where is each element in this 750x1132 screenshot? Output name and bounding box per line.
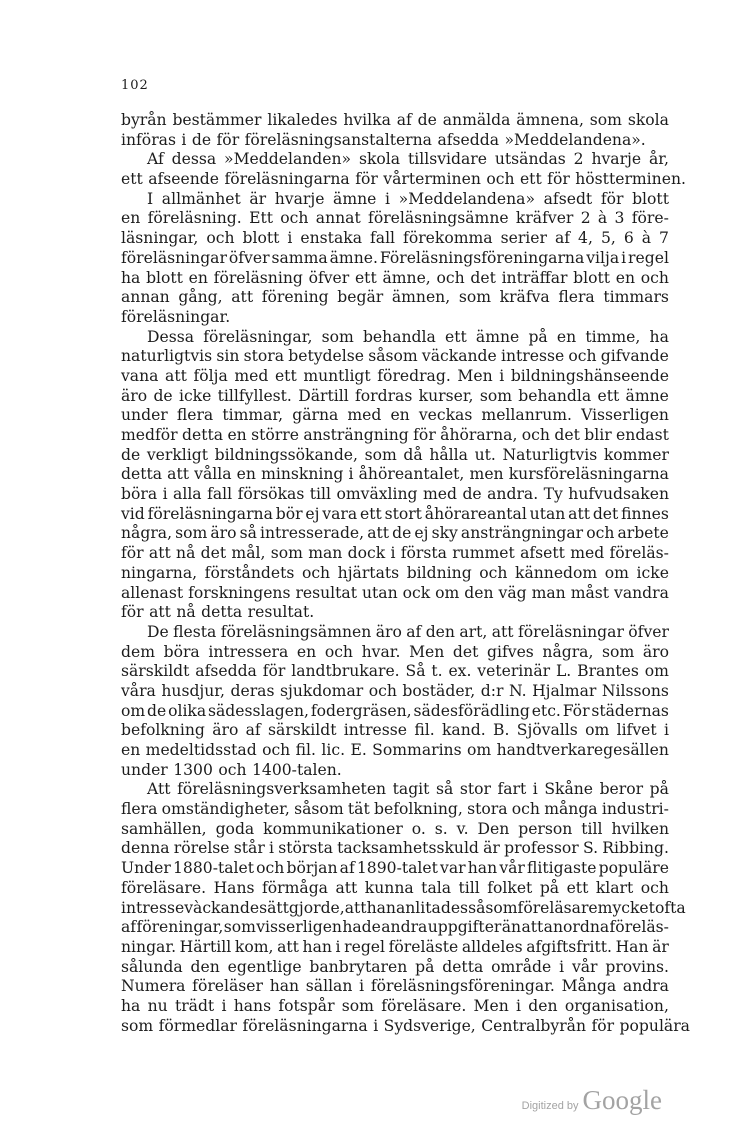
paragraph (121, 190, 669, 328)
text-line: en föreläsning. Ett och annat föreläsningsämne kräfver 2 à 3 före- (121, 209, 669, 228)
text-line: denna rörelse står i största tacksamhetsskuld är professor S. Ribbing. (121, 839, 669, 858)
text-line: vid föreläsningarna bör ej vara ett stort åhörareantal utan att det finnes (121, 504, 669, 523)
text-line: om de olika sädesslagen, fodergräsen, sädesförädling etc. För städernas (121, 701, 669, 720)
text-line: föreläsare. Hans förmåga att kunna tala till folket på ett klart och (121, 878, 669, 897)
paragraph (121, 150, 686, 189)
text-line: dem böra intressera en och hvar. Men det gifves några, som äro (121, 642, 669, 661)
text-line: befolkning äro af särskildt intresse fil. kand. B. Sjövalls om lifvet i (121, 721, 669, 740)
text-line: ningar. Härtill kom, att han i regel föreläste alldeles afgiftsfritt. Han är (121, 937, 669, 956)
text-line: detta att vålla en minskning i åhöreantalet, men kursföreläsningarna (121, 465, 669, 484)
text-line: under 1300 och 1400-talen. (121, 760, 342, 779)
text-line: allenast forskningens resultat utan ock om den väg man måst vandra (121, 583, 669, 602)
text-line: införas i de för föreläsningsanstalterna afsedda »Meddelandena». (121, 130, 646, 149)
text-line: föreläsningar öfver samma ämne. Föreläsningsföreningarna vilja i regel (121, 248, 669, 267)
text-line: de verkligt bildningssökande, som då hålla ut. Naturligtvis kommer (121, 445, 669, 464)
paragraph (121, 111, 669, 150)
text-line: I allmänhet är hvarje ämne i »Meddelandena» afsedt för blott (147, 189, 669, 208)
page-number: 102 (121, 78, 149, 93)
text-line: vana att följa med ett muntligt föredrag. Men i bildningshänseende (121, 366, 669, 385)
text-line: för att nå det mål, som man dock i första rummet afsett med föreläs- (121, 544, 669, 563)
text-line: våra husdjur, deras sjukdomar och bostäder, d:r N. Hjalmar Nilssons (121, 681, 669, 700)
text-line: som förmedlar föreläsningarna i Sydsverige, Centralbyrån för populära (121, 1016, 690, 1035)
text-line: några, som äro så intresserade, att de ej sky ansträngningar och arbete (121, 524, 669, 543)
text-line: särskildt afsedda för landtbrukare. Så t. ex. veterinär L. Brantes om (121, 662, 669, 681)
text-line: ha nu trädt i hans fotspår som föreläsare. Men i den organisation, (121, 996, 669, 1015)
text-line: äro de icke tillfyllest. Därtill fordras kurser, som behandla ett ämne (121, 386, 669, 405)
google-logo: Google (582, 1085, 662, 1115)
digitization-watermark (522, 1085, 662, 1116)
text-line: under flera timmar, gärna med en veckas mellanrum. Visserligen (121, 406, 669, 425)
text-line: en medeltidsstad och fil. lic. E. Sommarins om handtverkaregesällen (121, 741, 669, 759)
text-line: för att nå detta resultat. (121, 603, 315, 622)
text-line: De flesta föreläsningsämnen äro af den art, att föreläsningar öfver (147, 622, 669, 641)
text-line: ha blott en föreläsning öfver ett ämne, och det inträffar blott en och (121, 268, 669, 287)
watermark-prefix: Digitized by (521, 1100, 579, 1112)
text-line: läsningar, och blott i enstaka fall förekomma serier af 4, 5, 6 à 7 (121, 229, 669, 248)
text-line: annan gång, att förening begär ämnen, som kräfva flera timmars (121, 288, 669, 307)
text-body (121, 111, 690, 1036)
text-line: samhällen, goda kommunikationer o. s. v. Den person till hvilken (121, 819, 669, 838)
text-line: böra i alla fall försökas till omväxling med de andra. Ty hufvudsaken (121, 485, 669, 504)
text-line: Numera föreläser han sällan i föreläsningsföreningar. Många andra (121, 977, 669, 996)
text-line: sålunda den egentlige banbrytaren på detta område i vår provins. (121, 957, 669, 976)
text-line: naturligtvis sin stora betydelse såsom väckande intresse och gifvande (121, 347, 669, 366)
text-line: Att föreläsningsverksamheten tagit så stor fart i Skåne beror på (147, 780, 669, 799)
text-line: byrån bestämmer likaledes hvilka af de anmälda ämnena, som skola (121, 111, 669, 129)
paragraph (121, 780, 690, 1036)
text-line: Af dessa »Meddelanden» skola tillsvidare utsändas 2 hvarje år, (147, 150, 669, 169)
text-line: föreläsningar. (121, 307, 231, 326)
text-line: ningarna, förståndets och hjärtats bildning och kännedom om icke (121, 563, 669, 582)
text-line: medför detta en större ansträngning för åhörarna, och det blir endast (121, 426, 669, 444)
text-line: flera omständigheter, såsom tät befolkning, stora och många industri- (121, 800, 669, 819)
text-line: intressevàckande sätt gjorde, att han anlitades såsom föreläsare mycket ofta (121, 898, 686, 917)
text-line: Dessa föreläsningar, som behandla ett ämne på en timme, ha (147, 327, 669, 346)
paragraph (121, 623, 669, 781)
text-line: ett afseende föreläsningarna för vårterminen och ett för höstterminen. (121, 170, 686, 189)
paragraph (121, 328, 669, 623)
text-line: af föreningar, som visserligen hade andra uppgifter än att anordna föreläs- (121, 918, 669, 937)
text-line: Under 1880-talet och början af 1890-talet var han vår flitigaste populäre (121, 859, 669, 878)
